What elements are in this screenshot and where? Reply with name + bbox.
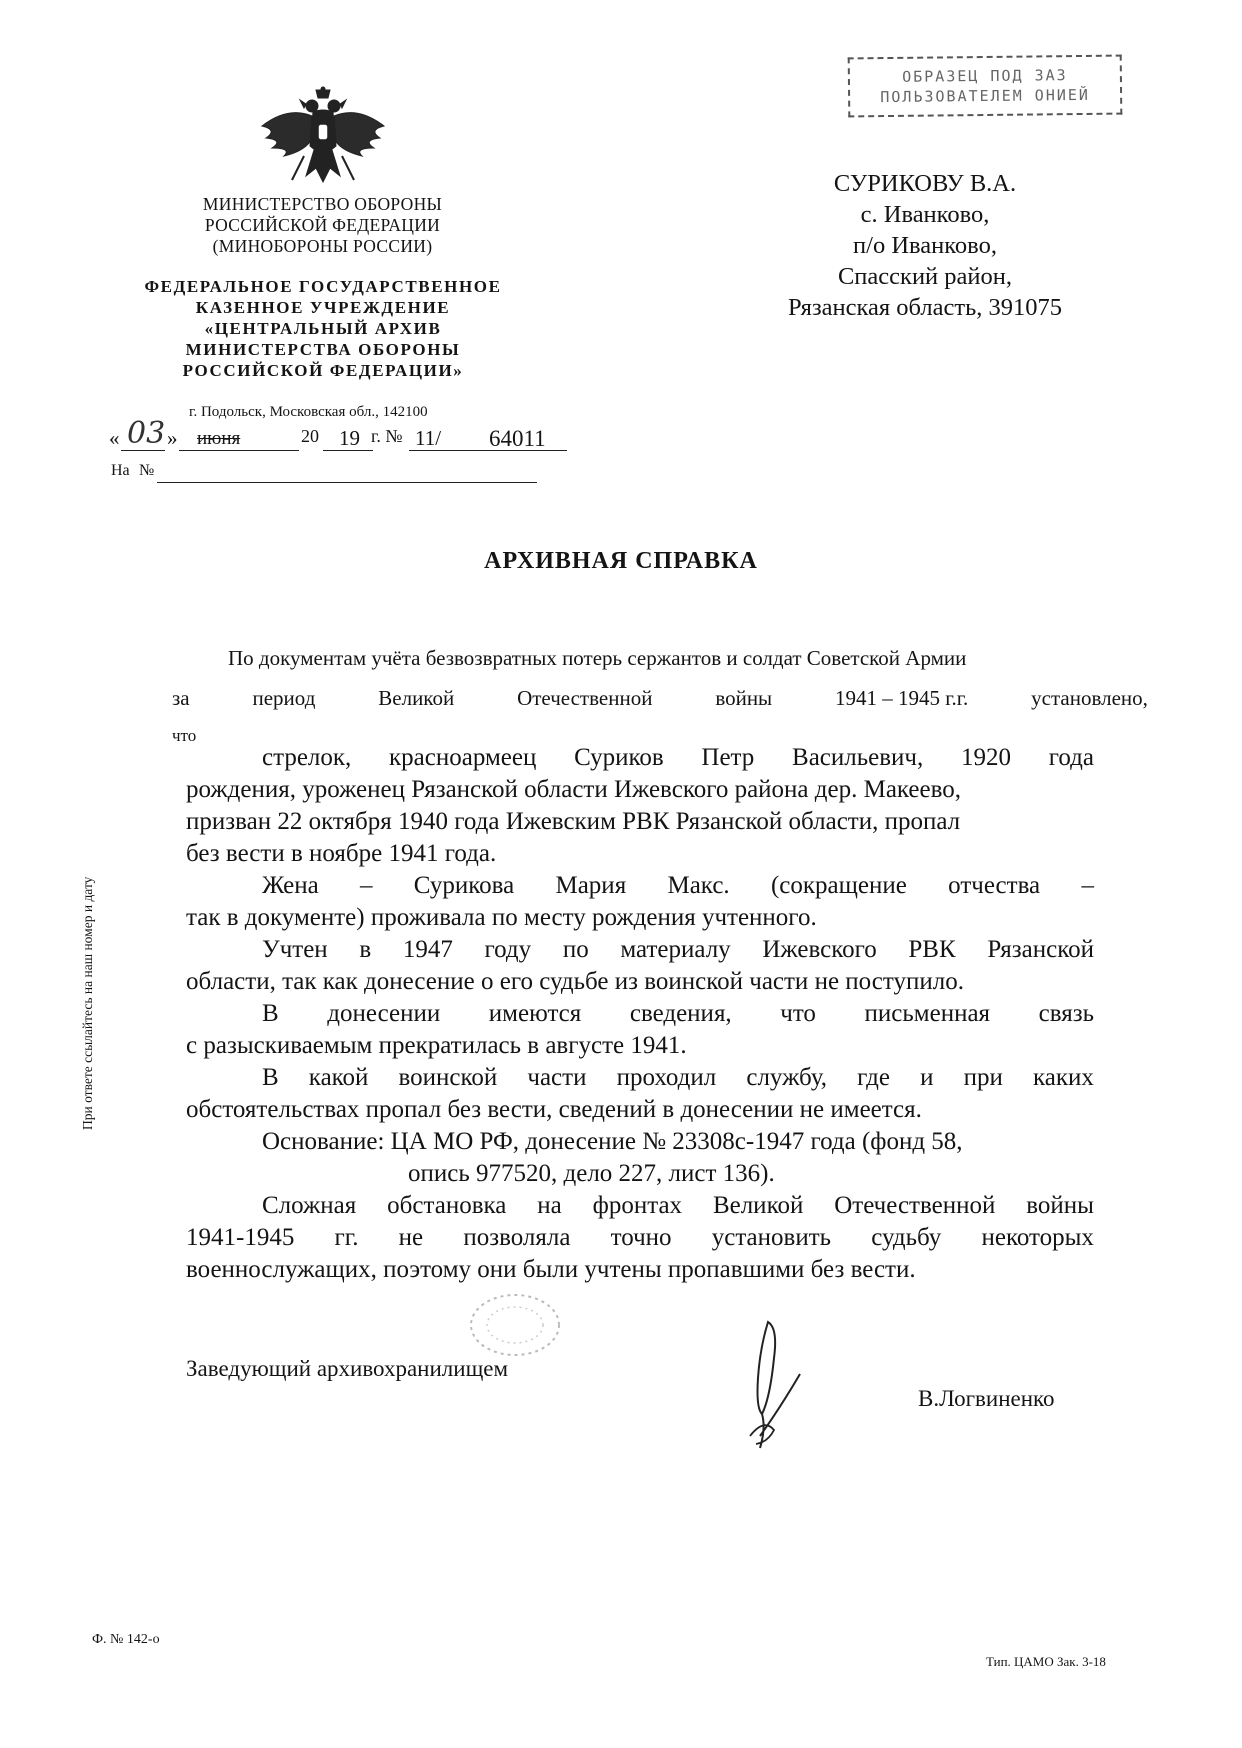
body-p6-line1 [262, 1192, 1094, 1220]
word: связь [1038, 1000, 1094, 1027]
word: войны [715, 686, 773, 710]
agency-name [120, 276, 526, 381]
date-no-label: г. № [371, 426, 403, 446]
word: в [359, 936, 372, 963]
date-line [109, 416, 569, 456]
word: Отечественной [834, 1192, 996, 1219]
word: – [1081, 872, 1094, 899]
word: В [262, 1000, 279, 1027]
date-day-handwritten: 03 [127, 416, 166, 451]
word: установить [711, 1224, 832, 1251]
usage-stamp [848, 55, 1123, 118]
stamp-line: ОБРАЗЕЦ ПОД ЗАЗ [902, 66, 1068, 86]
word: не [398, 1224, 424, 1251]
body-p4-line2: с разыскиваемым прекратилась в августе 1941. [186, 1032, 687, 1059]
word: Сложная [262, 1192, 357, 1219]
word: красноармеец [389, 744, 537, 771]
signatory-name: В.Логвиненко [918, 1386, 1055, 1411]
word: Жена [262, 872, 319, 899]
document-title: АРХИВНАЯ СПРАВКА [484, 548, 758, 574]
date-number-prefix: 11/ [415, 426, 442, 450]
ministry-header [170, 194, 475, 257]
word: РВК [908, 936, 956, 963]
word: 1941-1945 [186, 1224, 295, 1251]
ministry-line: РОССИЙСКОЙ ФЕДЕРАЦИИ [204, 215, 441, 235]
date-close-quote: » [167, 426, 178, 450]
document-number: 64011 [489, 426, 546, 451]
handwritten-signature-icon [720, 1318, 820, 1458]
recipient-district: Спасский район, [837, 263, 1013, 290]
date-open-quote: « [109, 426, 120, 450]
body-p5-line1 [262, 1064, 1094, 1092]
word: Петр [701, 744, 755, 771]
reference-label: На [111, 462, 130, 479]
word: (сокращение [770, 872, 907, 899]
agency-line: МИНИСТЕРСТВА ОБОРОНЫ [185, 340, 461, 359]
body-p1-line3: призван 22 октября 1940 года Ижевским РВК Рязанской области, пропал [186, 808, 961, 835]
word: каких [1032, 1064, 1094, 1091]
word: Васильевич, [792, 744, 924, 771]
word: стрелок, [262, 744, 352, 771]
signatory-position: Заведующий архивохранилищем [186, 1356, 509, 1381]
word: службу, [746, 1064, 828, 1091]
reference-line [111, 460, 541, 490]
word: письменная [864, 1000, 991, 1027]
agency-line: РОССИЙСКОЙ ФЕДЕРАЦИИ» [182, 361, 464, 380]
word: при [963, 1064, 1003, 1091]
word: Великой [378, 686, 455, 710]
body-p1-line2: рождения, уроженец Рязанской области Ижевского района дер. Макеево, [186, 776, 962, 803]
word: войны [1026, 1192, 1094, 1219]
body-p6-line2 [186, 1224, 1094, 1252]
recipient-village: с. Иванково, [860, 201, 990, 228]
word: донесении [327, 1000, 441, 1027]
word: Учтен [262, 936, 328, 963]
ministry-line: МИНИСТЕРСТВО ОБОРОНЫ [202, 194, 443, 214]
date-year: 19 [339, 426, 360, 450]
word: что [780, 1000, 816, 1027]
basis-line1: Основание: ЦА МО РФ, донесение № 23308с-1947 года (фонд 58, [262, 1128, 963, 1155]
word: установлено, [1031, 686, 1148, 710]
agency-line: ФЕДЕРАЛЬНОЕ ГОСУДАРСТВЕННОЕ [144, 277, 502, 296]
word: части [527, 1064, 587, 1091]
word: году [484, 936, 532, 963]
agency-line: КАЗЕННОЕ УЧРЕЖДЕНИЕ [195, 298, 451, 317]
word: какой [308, 1064, 369, 1091]
body-p3-line2: области, так как донесение о его судьбе из воинской части не поступило. [186, 968, 964, 995]
body-p4-line1 [262, 1000, 1094, 1028]
word: по [562, 936, 589, 963]
word: Макс. [667, 872, 730, 899]
word: проходил [616, 1064, 717, 1091]
word: – [360, 872, 373, 899]
word: Отечественной [517, 686, 653, 710]
word: воинской [398, 1064, 498, 1091]
body-p6-line3: военнослужащих, поэтому они были учтены пропавшими без вести. [186, 1256, 916, 1283]
word: материалу [620, 936, 731, 963]
recipient-name: СУРИКОВУ В.А. [833, 170, 1017, 197]
body-p2-line1 [262, 872, 1094, 900]
ministry-line: (МИНОБОРОНЫ РОССИИ) [212, 236, 433, 256]
word: период [252, 686, 316, 710]
word: Суриков [574, 744, 664, 771]
recipient-address [720, 168, 1130, 323]
word: некоторых [981, 1224, 1094, 1251]
word: сведения, [629, 1000, 732, 1027]
body-p1-line1 [262, 744, 1094, 772]
word: Великой [712, 1192, 804, 1219]
recipient-post-office: п/о Иванково, [853, 232, 997, 259]
side-reply-note: При ответе ссылайтесь на наш номер и дату [80, 876, 95, 1130]
word: точно [610, 1224, 672, 1251]
body-p1-line4: без вести в ноябре 1941 года. [186, 840, 497, 867]
word: фронтах [592, 1192, 683, 1219]
intro-line-1: По документам учёта безвозвратных потерь сержантов и солдат Советской Армии [228, 646, 967, 670]
double-headed-eagle-emblem-icon [258, 86, 388, 186]
word: 1920 [960, 744, 1011, 771]
stamp-line: ПОЛЬЗОВАТЕЛЕМ ОНИЕЙ [880, 85, 1090, 107]
recipient-region: Рязанская область, 391075 [787, 294, 1062, 321]
date-century: 20 [301, 426, 319, 446]
word: Ижевского [762, 936, 877, 963]
word: имеются [488, 1000, 582, 1027]
word: судьбу [871, 1224, 942, 1251]
body-p3-line1 [262, 936, 1094, 964]
word: отчества [948, 872, 1041, 899]
intro-line-2 [172, 686, 1148, 711]
sender-address: г. Подольск, Московская обл., 142100 [189, 404, 428, 420]
printer-mark: Тип. ЦАМО Зак. 3-18 [986, 1654, 1106, 1669]
word: на [537, 1192, 562, 1219]
basis-line2: опись 977520, дело 227, лист 136). [408, 1160, 775, 1187]
word: 1941 – 1945 г.г. [835, 686, 969, 710]
word: В [262, 1064, 279, 1091]
word: гг. [334, 1224, 359, 1251]
word: где [857, 1064, 890, 1091]
word: Рязанской [987, 936, 1094, 963]
intro-line-3: что [172, 726, 197, 745]
agency-line: «ЦЕНТРАЛЬНЫЙ АРХИВ [204, 319, 442, 338]
word: и [920, 1064, 934, 1091]
word: Мария [555, 872, 627, 899]
date-month: июня [197, 428, 241, 449]
word: 1947 [402, 936, 453, 963]
reference-no-label: № [139, 462, 155, 479]
word: позволяла [463, 1224, 571, 1251]
form-number: Ф. № 142-о [92, 1632, 160, 1647]
body-p2-line2: так в документе) проживала по месту рождения учтенного. [186, 904, 817, 931]
word: года [1048, 744, 1094, 771]
word: обстановка [387, 1192, 507, 1219]
body-p5-line2: обстоятельствах пропал без вести, сведений в донесении не имеется. [186, 1096, 922, 1123]
word: Сурикова [413, 872, 515, 899]
word: за [172, 686, 190, 710]
